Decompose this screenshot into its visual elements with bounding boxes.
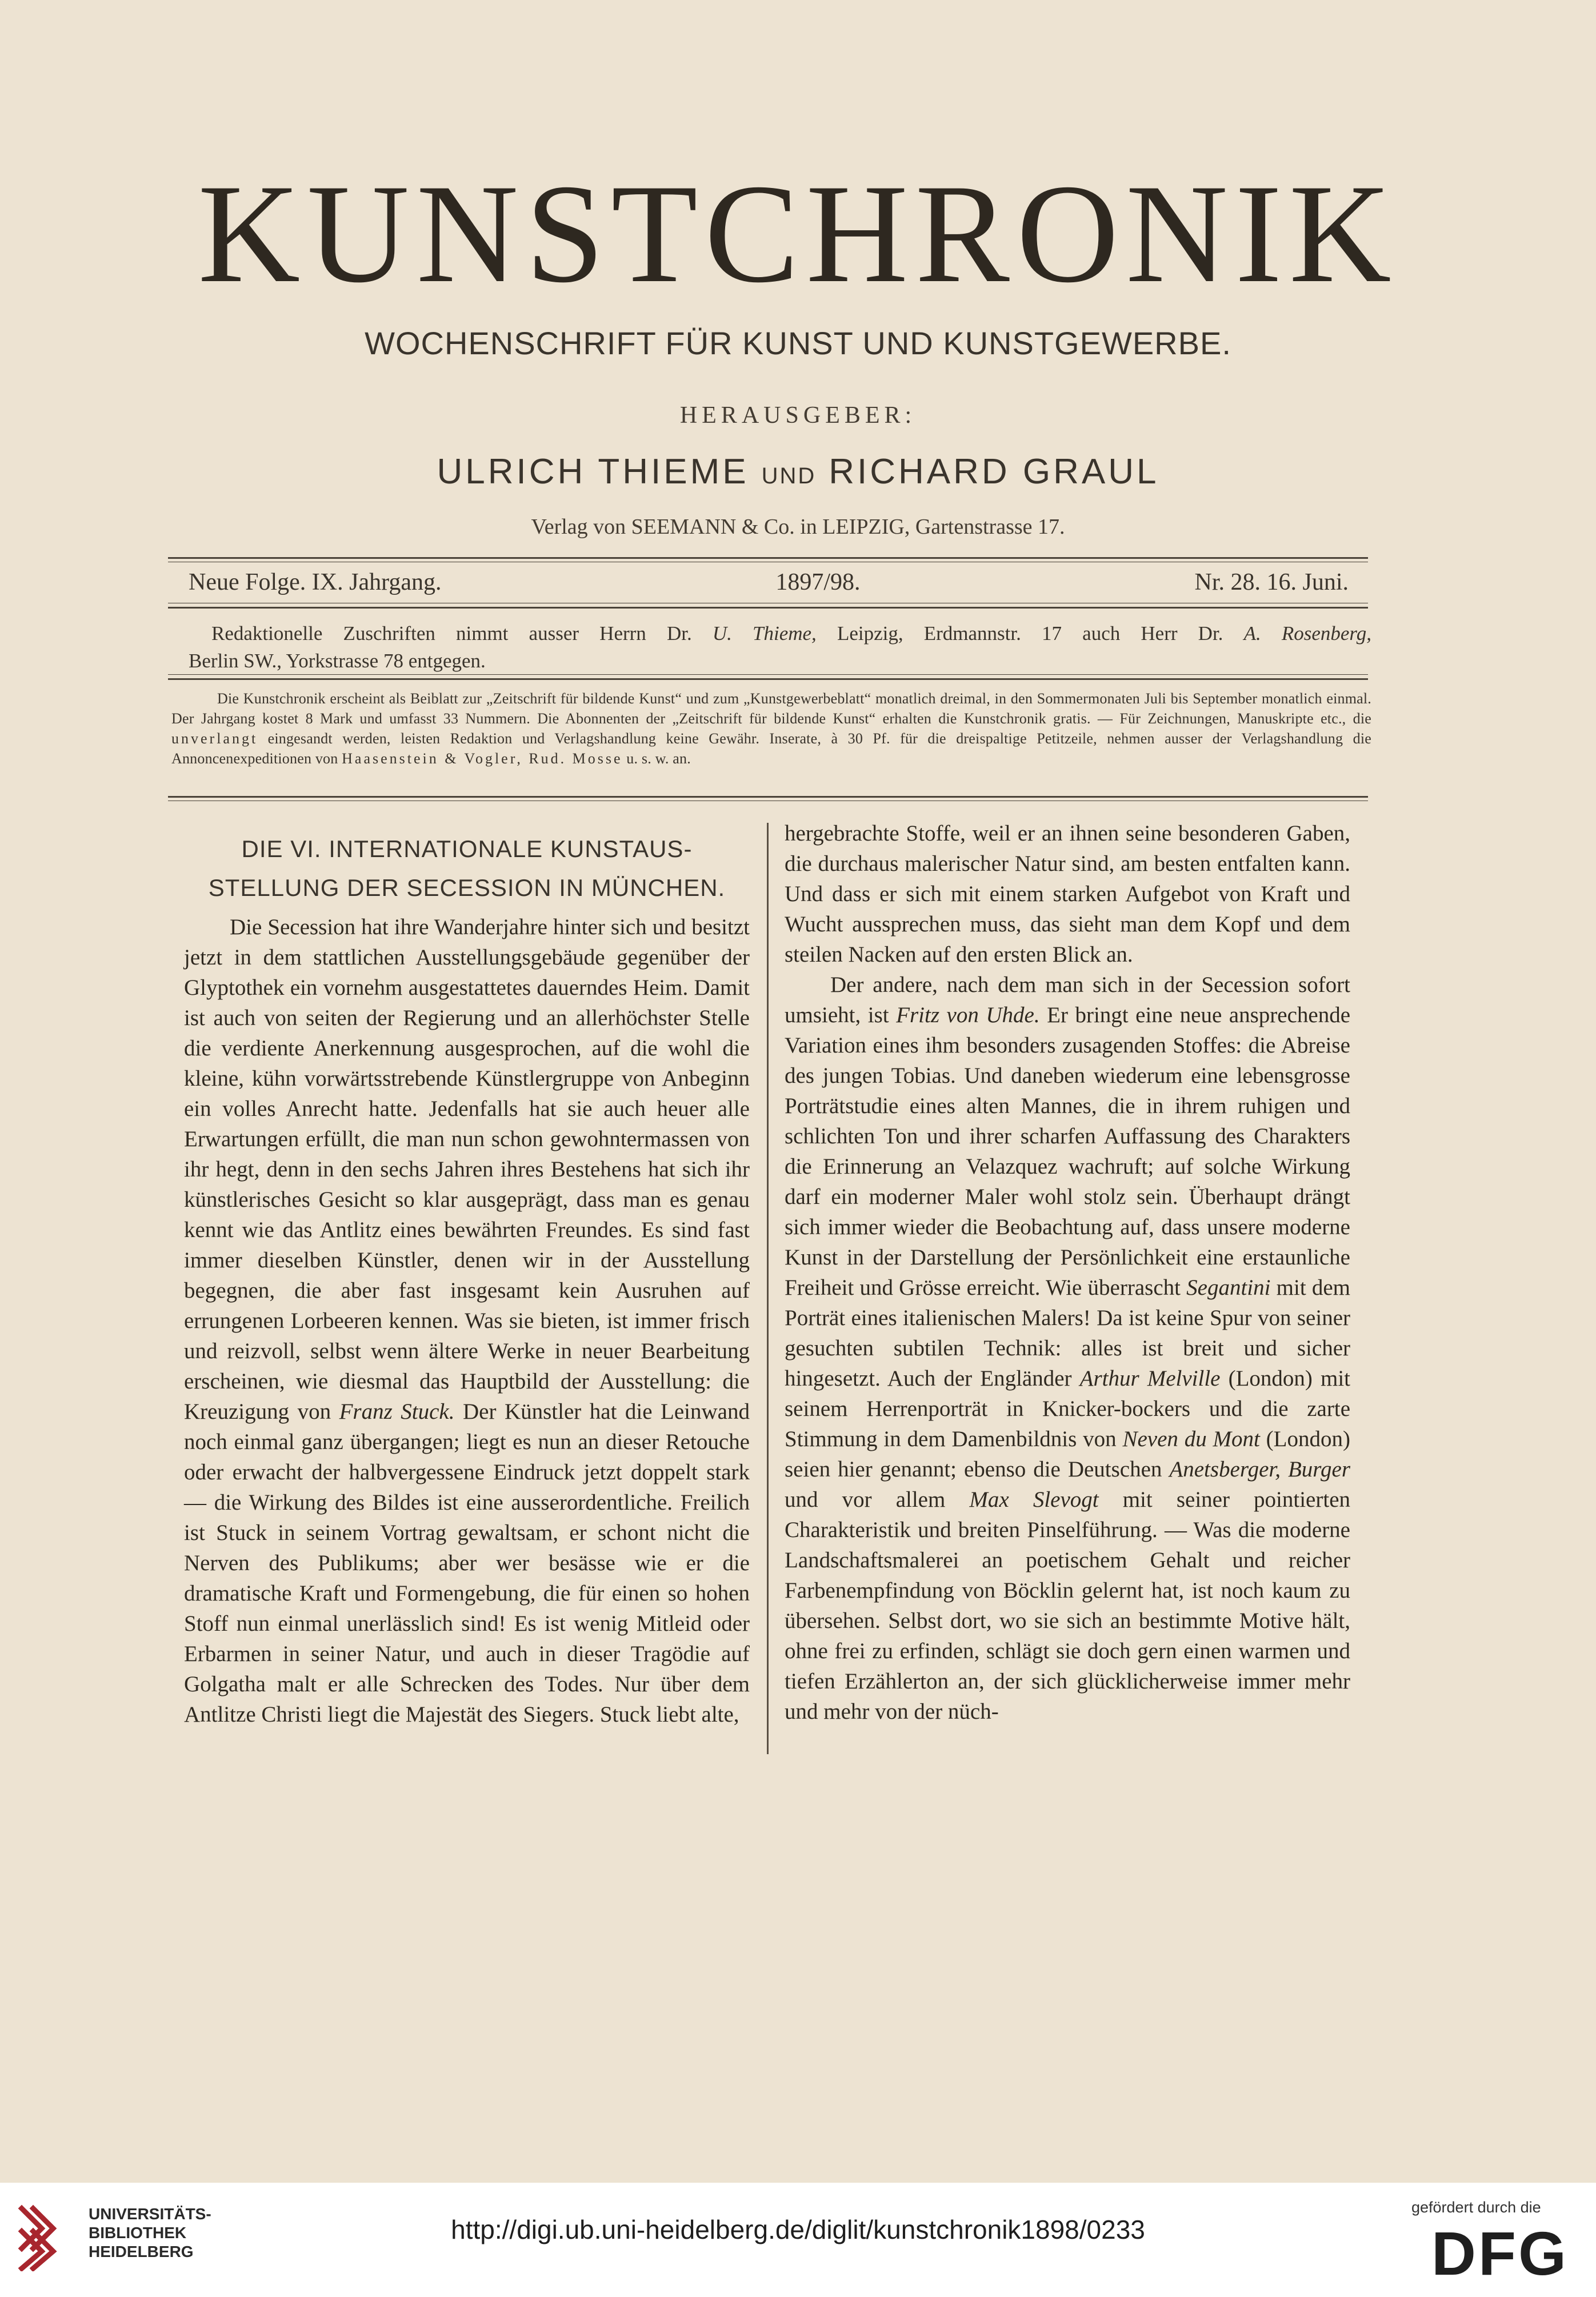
notice-name-rosenberg: A. Rosenberg,	[1243, 622, 1371, 645]
column-right	[785, 818, 1350, 1727]
rule-body-1	[168, 796, 1368, 798]
subscription-text	[171, 689, 1371, 769]
article-title	[184, 830, 750, 907]
right-p2-part-b: Er bringt eine neue ansprechende Variation eines ihm besonders zusagenden Stoffes: die Abreise des jungen Tobias. Und daneben wiederum eine lebensgrosse Porträtstudie eines alten Mannes, die in ihrem ruhigen und schlichten Ton und ihrer scharfen Auffassung des Charakters die Erinnerung an Velazquez wachruft; auf solche Wirkung darf ein moderner Maler wohl stolz sein. Überhaupt drängt sich immer wieder die Beobachtung auf, dass unsere moderne Kunst in der Darstellung der Persönlichkeit eine erstaunliche Freiheit und Grösse erreicht. Wie überrascht	[785, 1003, 1351, 1300]
rule-issue-2	[168, 607, 1368, 609]
right-p2-part-a: Der andere, nach dem man sich in der Secession sofort umsieht, ist	[785, 973, 1350, 1027]
rule-notice-1	[168, 674, 1368, 675]
notice-line-1	[211, 620, 1371, 647]
subscription-info	[171, 689, 1371, 769]
rule-top-1	[168, 557, 1368, 559]
right-p2-part-d: (London) mit seinem Herrenporträt in Knicker-bockers und die zarte Stimmung in dem Damenbildnis von	[785, 1366, 1350, 1451]
editorial-notice	[189, 620, 1371, 675]
publisher-line: Verlag von SEEMANN & Co. in LEIPZIG, Gartenstrasse 17.	[531, 515, 1065, 539]
right-p2-part-c: mit dem Porträt eines italienischen Malers! Da ist keine Spur von seiner gesuchten subtilen Technik: alles ist breit und sicher hingesetzt. Auch der Engländer	[785, 1275, 1350, 1391]
left-paragraph-1	[184, 912, 750, 1730]
left-p1-name-stuck: Franz Stuck.	[339, 1399, 455, 1424]
notice-line-2: Berlin SW., Yorkstrasse 78 entgegen.	[189, 650, 486, 672]
issue-line	[189, 569, 1349, 596]
editor-1: ULRICH THIEME	[437, 452, 749, 491]
left-p1-part-b: Der Künstler hat die Leinwand noch einmal ganz übergangen; liegt es nun an dieser Retouche oder erwacht der halbvergessene Eindruck jetzt doppelt stark — die Wirkung des Bildes ist eine ausserordentliche. Freilich ist Stuck in seinem Vortrag gewaltsam, er schont nicht die Nerven des Publikums; aber wer besässe wie er die dramatische Kraft und Formengebung, die für einen so hohen Stoff nun einmal unerlässlich sind! Es ist wenig Mitleid oder Erbarmen in seiner Natur, und auch in dieser Tragödie auf Golgatha malt er alle Schrecken des Todes. Nur über dem Antlitze Christi liegt die Majestät des Siegers. Stuck liebt alte,	[184, 1399, 750, 1727]
notice-name-thieme: U. Thieme,	[712, 622, 817, 645]
source-url-link[interactable]: http://digi.ub.uni-heidelberg.de/diglit/kunstchronik1898/0233	[451, 2215, 1145, 2244]
editor-2: RICHARD GRAUL	[829, 452, 1159, 491]
right-paragraph-2	[785, 970, 1350, 1727]
name-uhde: Fritz von Uhde.	[896, 1003, 1040, 1027]
name-du-mont: Neven du Mont	[1122, 1427, 1260, 1451]
issue-years: 1897/98.	[775, 569, 861, 595]
right-paragraph-1: hergebrachte Stoffe, weil er an ihnen seine besonderen Gaben, die durchaus malerischer Natur sind, am besten entfalten kann. Und dass er sich mit einem starken Aufgebot von Kraft und Wucht aussprechen muss, das sieht man dem Kopf und dem steilen Nacken auf den ersten Blick an.	[785, 821, 1350, 967]
library-line-2: BIBLIOTHEK	[89, 2224, 187, 2242]
column-divider	[767, 823, 769, 1754]
right-p2-part-f: und vor allem	[785, 1487, 970, 1512]
issue-folge: Neue Folge. IX. Jahrgang.	[189, 569, 442, 595]
masthead-title: KUNSTCHRONIK	[198, 155, 1398, 312]
name-slevogt: Max Slevogt	[969, 1487, 1099, 1512]
editor-und: UND	[761, 463, 817, 489]
subscription-unverlangt: unverlangt	[171, 730, 258, 747]
funded-by-label: gefördert durch die	[1411, 2199, 1541, 2216]
library-line-3: HEIDELBERG	[89, 2243, 194, 2260]
notice-text-b: Leipzig, Erdmannstr. 17 auch Herr Dr.	[816, 622, 1244, 645]
column-left	[184, 830, 750, 1730]
masthead-subtitle: WOCHENSCHRIFT FÜR KUNST UND KUNSTGEWERBE.	[365, 325, 1231, 361]
rule-notice-2	[168, 678, 1368, 680]
name-melville: Arthur Melville	[1079, 1366, 1221, 1391]
subscription-part-b: eingesandt werden, leisten Redaktion und Verlagshandlung keine Gewähr. Inserate, à 30 Pf. für die dreispaltige Petitzeile, nehmen ausser der Verlagshandlung die Annoncenexpeditionen von	[171, 730, 1371, 767]
subscription-part-a: Die Kunstchronik erscheint als Beiblatt zur „Zeitschrift für bildende Kunst“ und zum „Kunstgewerbeblatt“ monatlich dreimal, in den Sommermonaten Juli bis September monatlich einmal. Der Jahrgang kostet 8 Mark und umfasst 33 Nummern. Die Abonnenten der „Zeitschrift für bildende Kunst“ erhalten die Kunstchronik gratis. — Für Zeichnungen, Manuskripte etc., die	[171, 690, 1371, 727]
article-title-line-1: DIE VI. INTERNATIONALE KUNSTAUS-	[241, 835, 693, 862]
left-p1-part-a: Die Secession hat ihre Wanderjahre hinter sich und besitzt jetzt in dem stattlichen Ausstellungsgebäude gegenüber der Glyptothek ein vornehm ausgestattetes dauerndes Heim. Damit ist auch von seiten der Regierung und an allerhöchster Stelle die verdiente Anerkennung ausgesprochen, auf die wohl die kleine, kühn vorwärtsstrebende Künstlergruppe von Anbeginn ein volles Anrecht hatte. Jedenfalls hat sie auch heuer alle Erwartungen erfüllt, die man nun schon gewohntermassen von ihr hegt, denn in den sechs Jahren ihres Bestehens hat sich ihr künstlerisches Gesicht so klar ausgeprägt, dass man es genau kennt wie das Antlitz eines bewährten Freundes. Es sind fast immer dieselben Künstler, denen wir in der Ausstellung begegnen, die aber fast insgesamt kein Ausruhen auf errungenen Lorbeeren kennen. Was sie bieten, ist immer frisch und reizvoll, selbst wenn ältere Werke in neuer Bearbeitung erscheinen, wie diesmal das Hauptbild der Ausstellung: die Kreuzigung von	[184, 915, 750, 1424]
notice-text-a: Redaktionelle Zuschriften nimmt ausser Herrn Dr.	[211, 622, 713, 645]
editors-line	[0, 451, 1596, 492]
issue-number: Nr. 28. 16. Juni.	[1194, 569, 1349, 595]
right-p2-part-e: (London) seien hier genannt; ebenso die Deutschen	[785, 1427, 1350, 1482]
library-line-1: UNIVERSITÄTS-	[89, 2205, 211, 2223]
name-segantini: Segantini	[1186, 1275, 1271, 1300]
herausgeber-label: HERAUSGEBER:	[679, 402, 917, 429]
dfg-logo: DFG	[1431, 2219, 1569, 2288]
name-anetsberger-burger: Anetsberger, Burger	[1169, 1457, 1351, 1482]
article-title-line-2: STELLUNG DER SECESSION IN MÜNCHEN.	[208, 874, 726, 901]
subscription-agencies: Haasenstein & Vogler, Rud. Mosse	[342, 750, 623, 767]
subscription-part-c: u. s. w. an.	[622, 750, 691, 767]
right-p2-part-g: mit seiner pointierten Charakteristik und breiten Pinselführung. — Was die moderne Landschaftsmalerei an poetischem Gehalt und reicher Farbenempfindung von Böcklin gelernt hat, ist noch kaum zu übersehen. Selbst dort, wo sie sich an bestimmte Motive hält, ohne frei zu erfinden, schlägt sie doch gern einen warmen und tiefen Erzählerton an, der sich glücklicherweise immer mehr und mehr von der nüch-	[785, 1487, 1351, 1724]
